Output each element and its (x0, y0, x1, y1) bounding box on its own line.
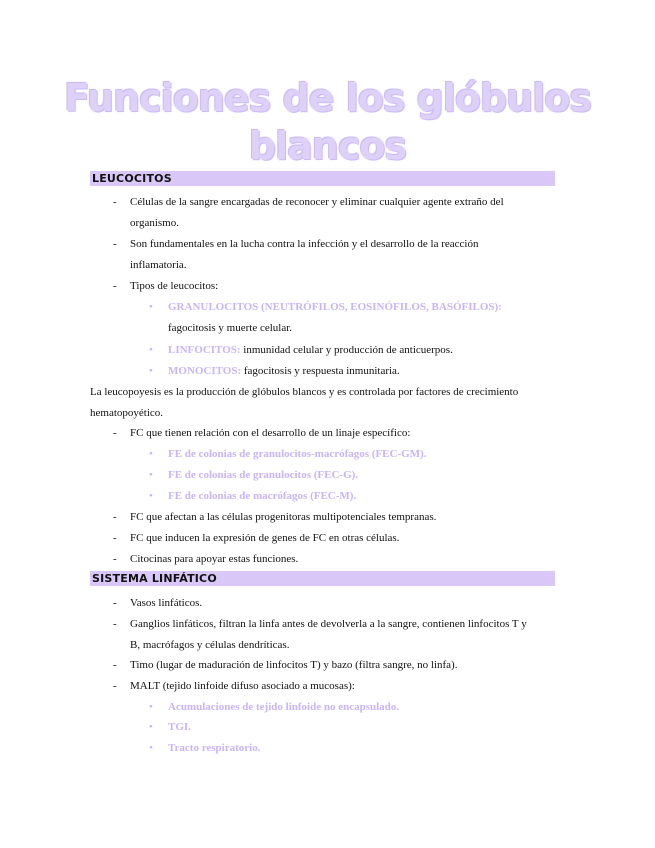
dash-marker: - (113, 280, 117, 292)
bullet-icon: • (149, 448, 153, 460)
bullet-icon: • (149, 701, 153, 713)
dash-marker: - (113, 680, 117, 692)
sublist-item-text: FE de colonias de macrófagos (FEC-M). (168, 490, 357, 502)
linfocitos-label: LINFOCITOS: (168, 344, 241, 356)
list-item-text: Vasos linfáticos. (130, 597, 203, 609)
linfocitos-text: inmunidad celular y producción de anticuerpos. (243, 344, 453, 356)
sublist-item-text: FE de colonias de granulocitos (FEC-G). (168, 469, 359, 481)
bullet-icon: • (149, 721, 153, 733)
paragraph-text: hematopoyético. (90, 407, 164, 419)
dash-marker: - (113, 659, 117, 671)
dash-marker: - (113, 427, 117, 439)
list-item-text: Ganglios linfáticos, filtran la linfa antes de devolverla a la sangre, contienen linfocitos T y (130, 618, 527, 630)
dash-marker: - (113, 238, 117, 250)
paragraph-text: La leucopoyesis es la producción de glóbulos blancos y es controlada por factores de crecimiento (90, 386, 519, 398)
section-heading-leucocitos: LEUCOCITOS (92, 172, 172, 185)
monocitos-label: MONOCITOS: (168, 365, 242, 377)
bullet-icon: • (149, 344, 153, 356)
bullet-icon: • (149, 490, 153, 502)
bullet-icon: • (149, 365, 153, 377)
list-item-text: FC que tienen relación con el desarrollo de un linaje específico: (130, 427, 411, 439)
dash-marker: - (113, 532, 117, 544)
sublist-item-text: Acumulaciones de tejido linfoide no encapsulado. (168, 701, 400, 713)
dash-marker: - (113, 597, 117, 609)
sublist-item (168, 343, 453, 357)
sublist-item (168, 300, 502, 314)
sublist-item-text: TGI. (168, 721, 191, 733)
granulocitos-label: GRANULOCITOS (NEUTRÓFILOS, EOSINÓFILOS, BASÓFILOS): (168, 301, 502, 313)
list-item-text: Timo (lugar de maduración de linfocitos T) y bazo (filtra sangre, no linfa). (130, 659, 458, 671)
list-item-text: Citocinas para apoyar estas funciones. (130, 553, 299, 565)
dash-marker: - (113, 553, 117, 565)
bullet-icon: • (149, 469, 153, 481)
list-item-text: Son fundamentales en la lucha contra la infección y el desarrollo de la reacción (130, 238, 479, 250)
section-heading-bar-leucocitos (90, 171, 555, 186)
list-item-text: MALT (tejido linfoide difuso asociado a mucosas): (130, 680, 355, 692)
bullet-icon: • (149, 301, 153, 313)
sublist-item (168, 364, 400, 378)
dash-marker: - (113, 511, 117, 523)
list-item-text: B, macrófagos y células dendríticas. (130, 639, 290, 651)
sublist-item-text: FE de colonias de granulocitos-macrófagos (FEC-GM). (168, 448, 427, 460)
list-item-text: Células de la sangre encargadas de reconocer y eliminar cualquier agente extraño del (130, 196, 504, 208)
list-item-text: inflamatoria. (130, 259, 187, 271)
sublist-item-text: Tracto respiratorio. (168, 742, 261, 754)
list-item-text: FC que afectan a las células progenitoras multipotenciales tempranas. (130, 511, 437, 523)
dash-marker: - (113, 618, 117, 630)
page-title-line-2: blancos (248, 124, 407, 168)
section-heading-bar-linfatico (90, 571, 555, 586)
list-item-text: organismo. (130, 217, 179, 229)
sublist-item-text: fagocitosis y muerte celular. (168, 322, 293, 334)
section-heading-linfatico: SISTEMA LINFÁTICO (92, 572, 217, 585)
list-item-text: Tipos de leucocitos: (130, 280, 219, 292)
monocitos-text: fagocitosis y respuesta inmunitaria. (243, 365, 400, 377)
list-item-text: FC que inducen la expresión de genes de FC en otras células. (130, 532, 400, 544)
bullet-icon: • (149, 742, 153, 754)
dash-marker: - (113, 196, 117, 208)
page-title-line-1: Funciones de los glóbulos (63, 76, 592, 120)
